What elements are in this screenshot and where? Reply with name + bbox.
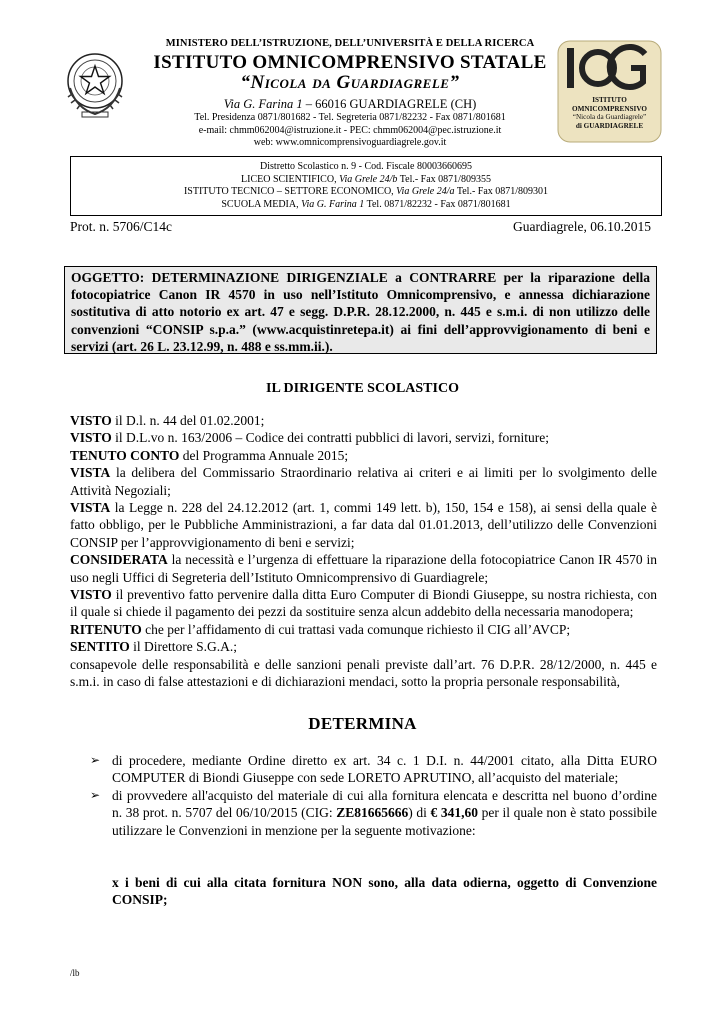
district-line-2: LICEO SCIENTIFICO, Via Grele 24/b Tel.- Fax 0871/809355	[241, 173, 491, 185]
district-line-3: ISTITUTO TECNICO – SETTORE ECONOMICO, Via Grele 24/a Tel.- Fax 0871/809301	[183, 186, 549, 197]
premise-item: VISTA la delibera del Commissario Straordinario relativa ai criteri e ai limiti per lo svolgimento delle Attività Negoziali;	[70, 465, 657, 498]
email-line: e-mail: chmm062004@istruzione.it - PEC: chmm062004@pec.istruzione.it	[198, 124, 502, 136]
premise-item: SENTITO il Direttore S.G.A.;	[70, 639, 238, 655]
premise-item: TENUTO CONTO del Programma Annuale 2015;	[70, 447, 349, 463]
school-logo	[557, 40, 662, 143]
cig-code: ZE81665666	[336, 805, 409, 821]
district-line-1: Distretto Scolastico n. 9 - Cod. Fiscale 80003660695	[260, 161, 472, 172]
premise-item: VISTO il preventivo fatto pervenire dalla ditta Euro Computer di Biondi Giuseppe, su nostra richiesta, con il quale si chiede il pagamento dei pezzi da sostituire senza alcun addebito della necessaria manodopera;	[70, 587, 657, 620]
web-line: web: www.omnicomprensivoguardiagrele.gov.it	[253, 137, 447, 148]
decision-item-1: ➢ di procedere, mediante Ordine diretto ex art. 34 c. 1 D.I. n. 44/2001 citato, alla Ditta EURO COMPUTER di Biondi Giuseppe con sede LORETO APRUTINO, all’acquisto del materiale;	[90, 753, 657, 786]
ministry-heading: MINISTERO DELL’ISTRUZIONE, DELL’UNIVERSITÀ E DELLA RICERCA	[165, 38, 535, 49]
district-info-box	[70, 156, 662, 216]
school-address	[130, 97, 570, 112]
logo-line-2: OMNICOMPRENSIVO	[572, 104, 647, 113]
declaration-text: consapevole delle responsabilità e delle sanzioni penali previste dall’art. 76 D.P.R. 28/12/2000, n. 445 e s.m.i. in caso di false attestazioni e di dichiarazioni mendaci, sotto la propria personale responsabilità,	[70, 656, 657, 690]
dirigente-heading: IL DIRIGENTE SCOLASTICO	[266, 381, 459, 396]
arrow-bullet-icon: ➢	[90, 753, 101, 767]
premise-item: RITENUTO che per l’affidamento di cui trattasi vada comunque richiesto il CIG all’AVCP;	[70, 621, 571, 637]
place-date: Guardiagrele, 06.10.2015	[513, 219, 651, 234]
amount: € 341,60	[430, 805, 479, 821]
phone-line: Tel. Presidenza 0871/801682 - Tel. Segreteria 0871/82232 - Fax 0871/801681	[194, 112, 506, 123]
premises-block	[70, 412, 657, 691]
logo-line-4: di GUARDIAGRELE	[575, 121, 644, 130]
contact-block	[130, 112, 570, 150]
arrow-bullet-icon: ➢	[90, 787, 101, 802]
premise-item: CONSIDERATA la necessità e l’urgenza di effettuare la riparazione della fotocopiatrice Canon IR 4570 in uso negli Uffici di Segreteria dell’Istituto Omnicomprensivo di Guardiagrele;	[70, 552, 657, 585]
logo-line-3: “Nicola da Guardiagrele”	[572, 113, 647, 122]
district-line-4: SCUOLA MEDIA, Via G. Farina 1 Tel. 0871/82232 - Fax 0871/801681	[221, 198, 511, 210]
address-street: Via G. Farina 1	[223, 97, 303, 111]
determina-heading: DETERMINA	[308, 714, 417, 733]
premise-item: VISTA la Legge n. 228 del 24.12.2012 (art. 1, commi 149 lett. b), 150, 154 e 158), ai sensi della quale è fatto obbligo, per le Pubbliche Amministrazioni, a far data dal 01.01.2013, dell’utilizzo delle Convenzioni CONSIP per l’approvvigionamento di beni e servizi;	[70, 500, 657, 550]
address-rest: – 66016 GUARDIAGRELE (CH)	[302, 97, 477, 111]
decision-list	[90, 752, 657, 839]
protocol-number: Prot. n. 5706/C14c	[70, 219, 173, 234]
footer-initials: /lb	[70, 968, 80, 978]
school-name: “Nicola da Guardiagrele”	[240, 72, 460, 93]
premise-item: VISTO il D.L.vo n. 163/2006 – Codice dei contratti pubblici di lavori, servizi, forniture;	[70, 430, 549, 446]
motivation-text: x i beni di cui alla citata fornitura NON sono, alla data odierna, oggetto di Convenzione CONSIP;	[112, 875, 657, 908]
logo-line-1: ISTITUTO	[592, 96, 627, 104]
decision-item-2: ➢ di provvedere all'acquisto del materiale di cui alla fornitura elencata e descritta nel buono d’ordine n. 38 prot. n. 5707 del 06/10/2015 (CIG: ZE81665666) di € 341,60 per il quale non è stato possibile utilizzare le Convenzioni in menzione per la seguente motivazione:	[90, 787, 658, 838]
school-title: ISTITUTO OMNICOMPRENSIVO STATALE	[153, 52, 547, 73]
italian-republic-emblem-icon	[62, 48, 128, 120]
subject-box: OGGETTO: DETERMINAZIONE DIRIGENZIALE a CONTRARRE per la riparazione della fotocopiatrice Canon IR 4570 in uso nell’Istituto Omnicomprensivo, e annessa dichiarazione sostitutiva di atto notorio ex art. 47 e segg. D.P.R. 28.12.2000, n. 445 e s.m.i. di non utilizzo delle convenzioni “CONSIP s.p.a.” (www.acquistinretepa.it) ai fini dell’approvvigionamento di beni e servizi (art. 26 L. 23.12.99, n. 488 e ss.mm.ii.).	[64, 266, 657, 354]
premise-item: VISTO il D.l. n. 44 del 01.02.2001;	[70, 413, 265, 428]
